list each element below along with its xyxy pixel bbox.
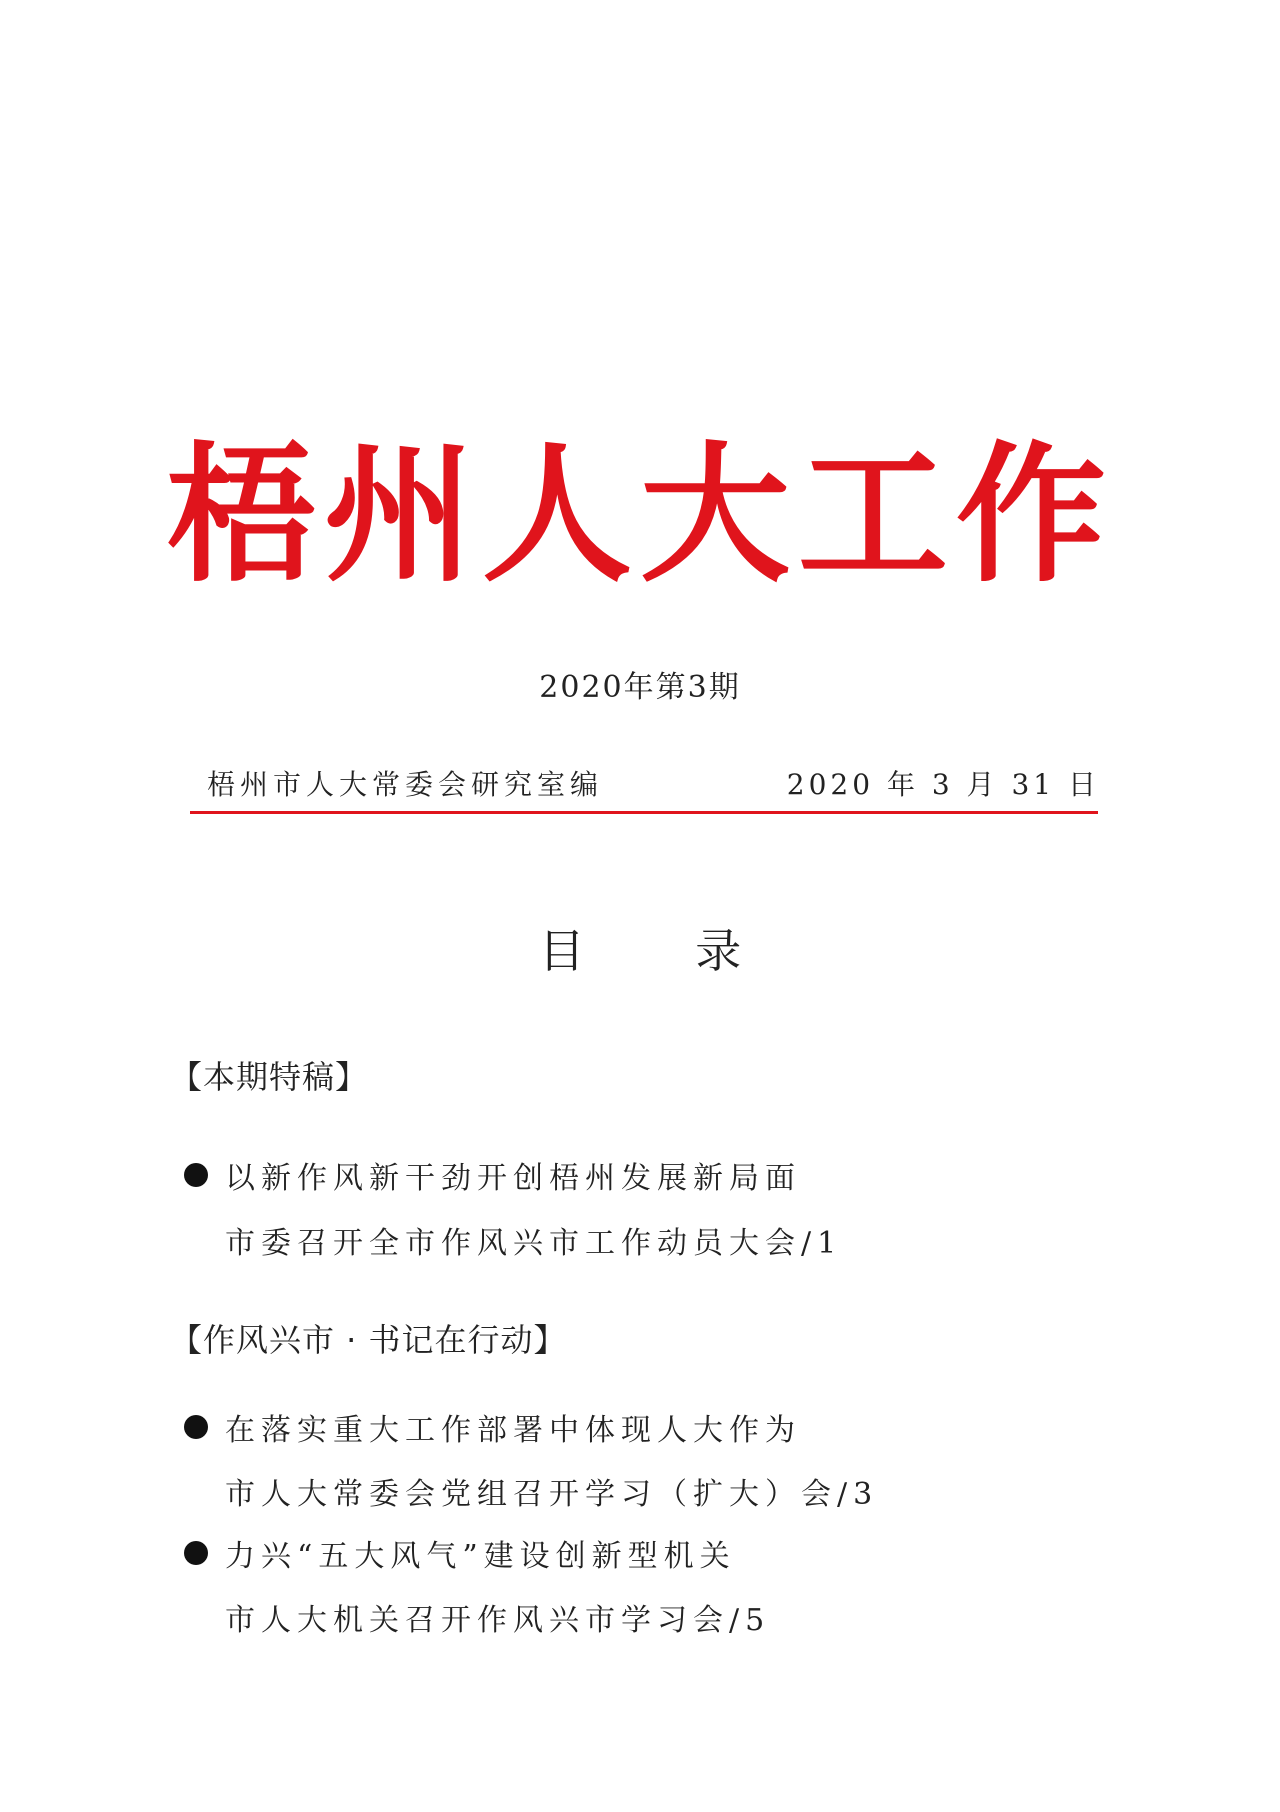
bullet-icon (184, 1541, 208, 1565)
publication-date: 2020 年 3 月 31 日 (786, 768, 1100, 801)
section-heading: 【本期特稿】 (170, 1058, 369, 1096)
toc-entry-subtitle: 市人大机关召开作风兴市学习会/5 (225, 1603, 771, 1638)
section-heading: 【作风兴市 · 书记在行动】 (170, 1321, 567, 1359)
bullet-icon (184, 1415, 208, 1439)
toc-entry-title: 以新作风新干劲开创梧州发展新局面 (225, 1161, 801, 1196)
masthead-title: 梧州人大工作 (165, 427, 1114, 603)
bullet-icon (184, 1163, 208, 1187)
toc-entry-subtitle: 市委召开全市作风兴市工作动员大会/1 (225, 1226, 843, 1261)
editor-line: 梧州市人大常委会研究室编 (207, 768, 604, 801)
toc-title: 目 录 (538, 924, 790, 978)
toc-entry-title: 力兴“五大风气”建设创新型机关 (225, 1539, 736, 1574)
red-divider (190, 811, 1098, 814)
toc-entry-subtitle: 市人大常委会党组召开学习（扩大）会/3 (225, 1477, 879, 1512)
issue-number: 2020年第3期 (539, 670, 741, 705)
toc-entry-title: 在落实重大工作部署中体现人大作为 (225, 1413, 801, 1448)
